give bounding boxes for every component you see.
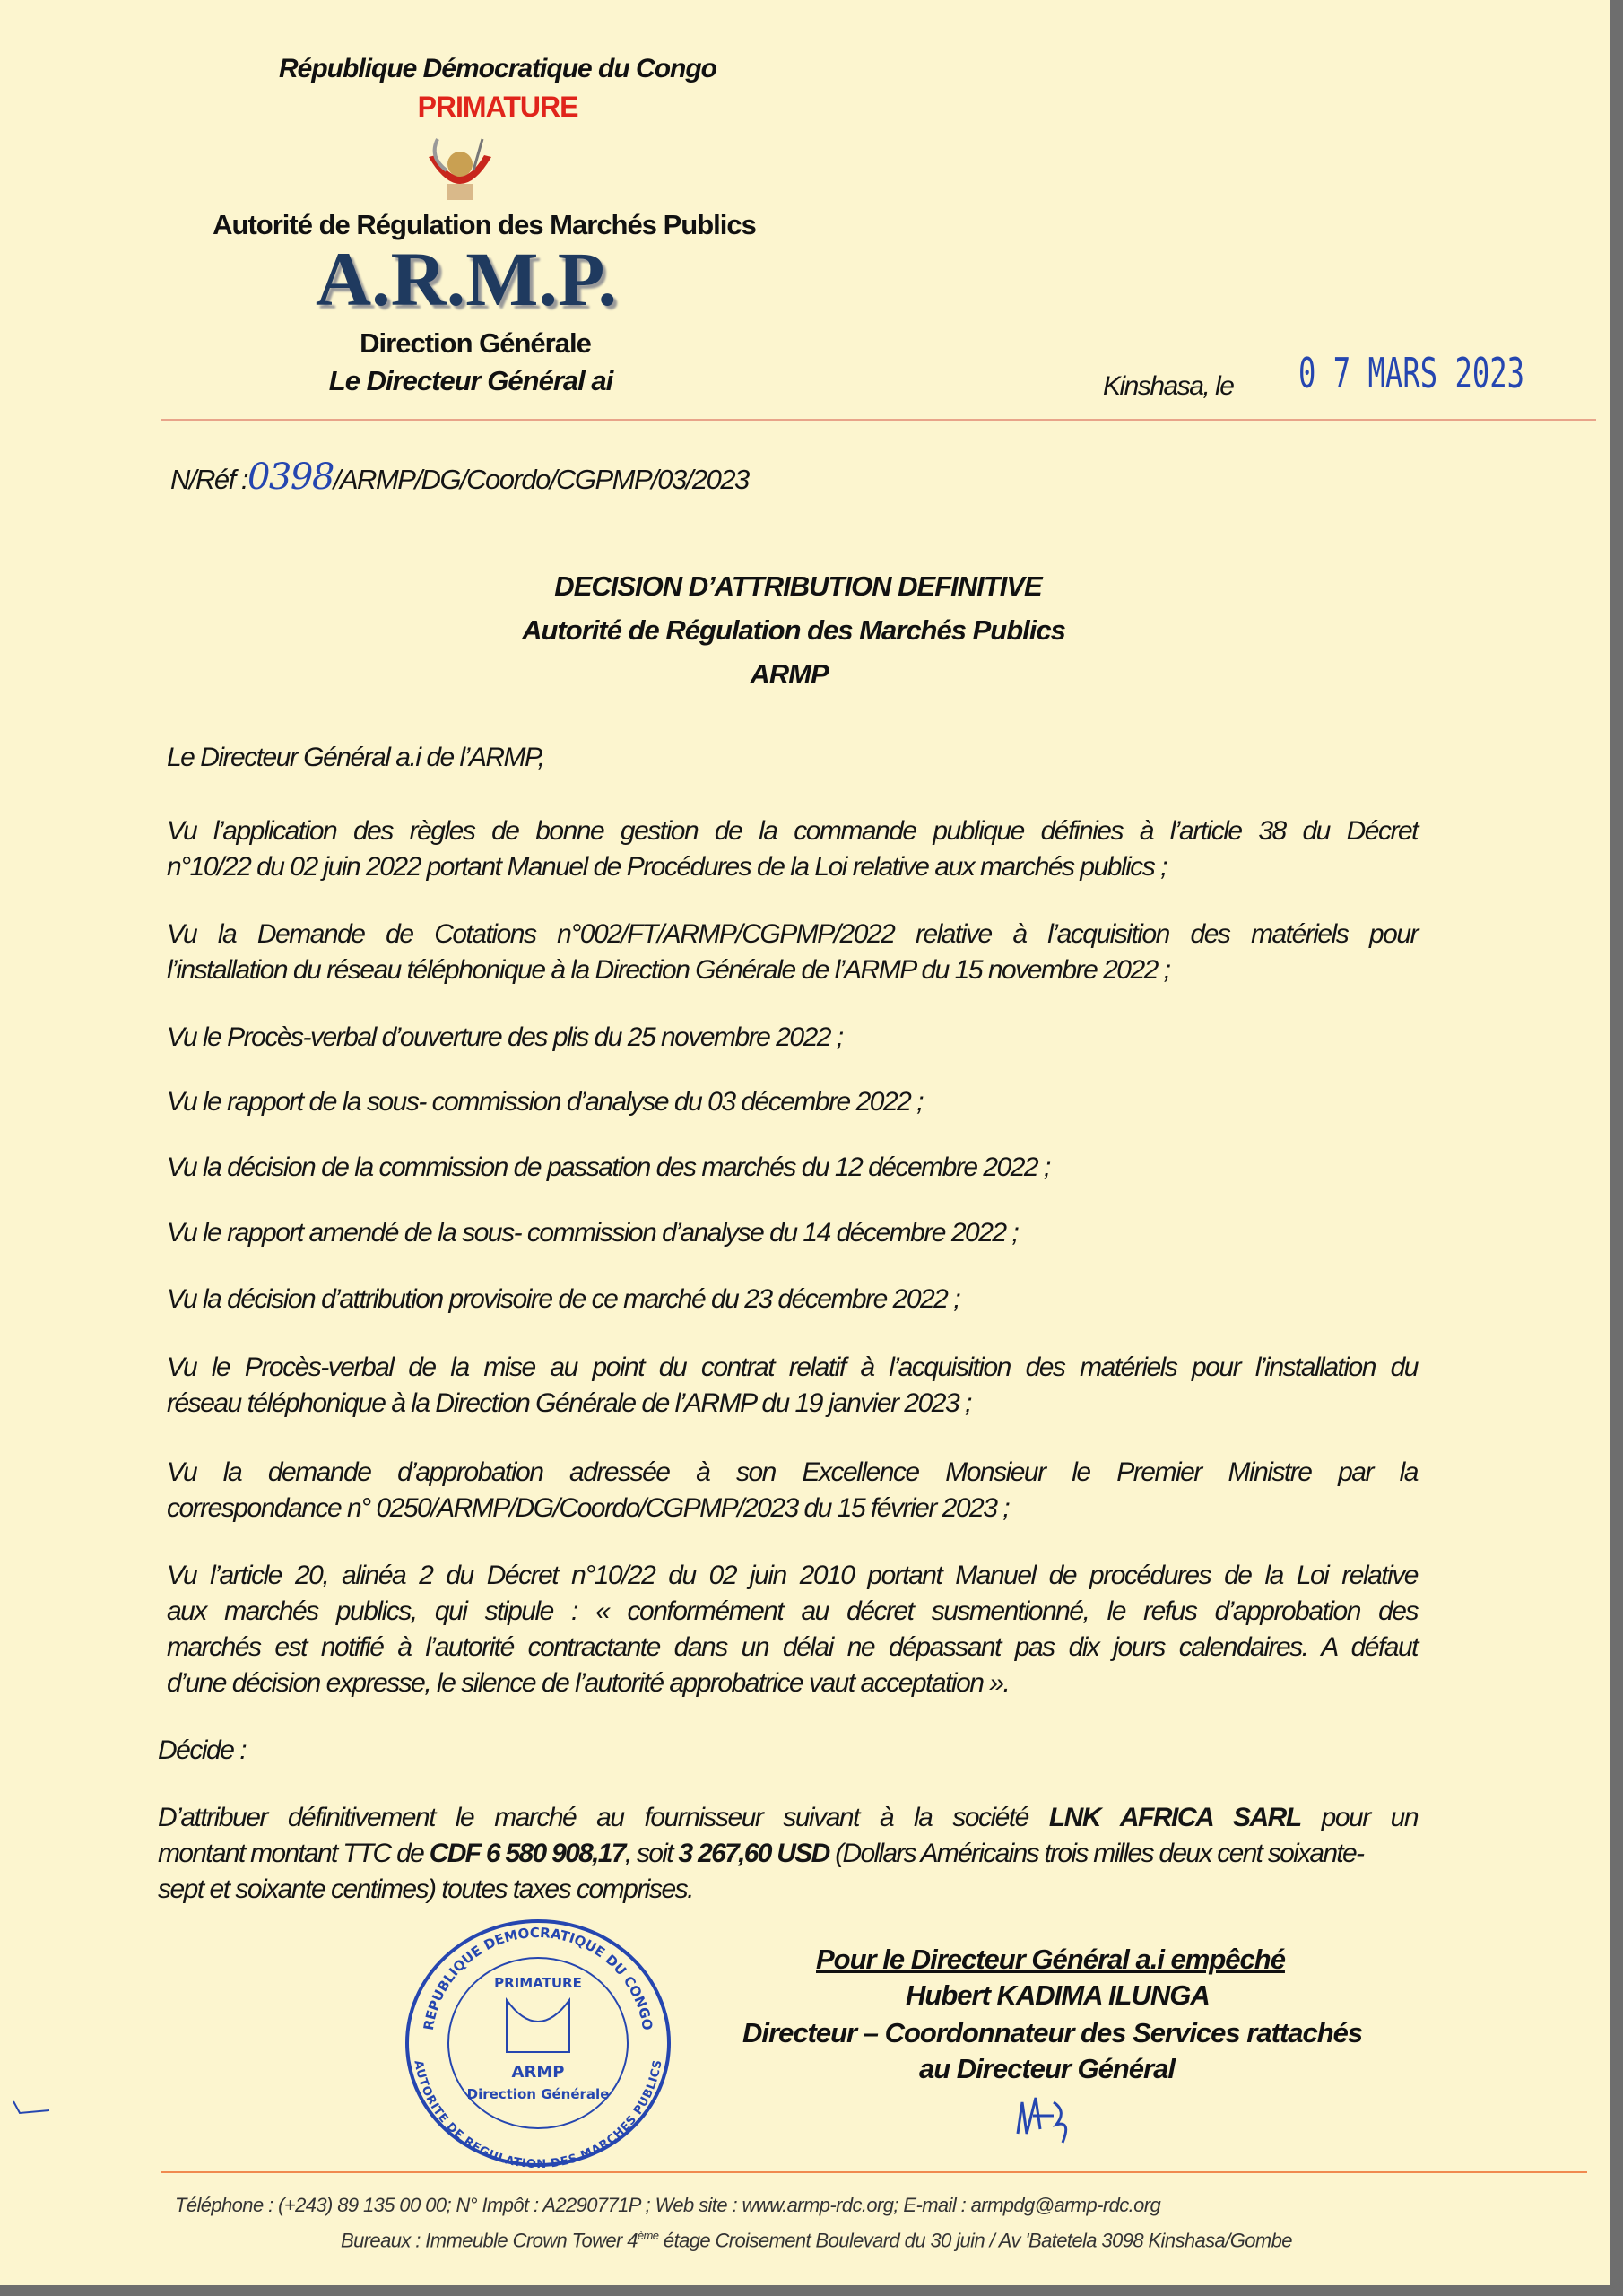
direction-label: Direction Générale [360, 327, 591, 359]
decision-subtitle: Autorité de Régulation des Marchés Publics [522, 614, 1065, 646]
signatory-name: Hubert KADIMA ILUNGA [906, 1979, 1210, 2011]
paragraph-2-line: l’installation du réseau téléphonique à la Direction Générale de l’ARMP du 15 novembre 2022 ; [167, 955, 1170, 985]
decision-text: (Dollars Américains trois milles deux cent soixante- [835, 1839, 1364, 1868]
paragraph-10-line: d’une décision expresse, le silence de l’autorité approbatrice vaut acceptation ». [167, 1668, 1010, 1698]
reference-handwritten-number: 0398 [247, 457, 334, 498]
country-name: République Démocratique du Congo [278, 54, 717, 83]
paragraph-1-line: n°10/22 du 02 juin 2022 portant Manuel de Procédures de la Loi relative aux marchés publics ; [167, 852, 1167, 882]
intro-line: Le Directeur Général a.i de l’ARMP, [167, 743, 544, 772]
paragraph-10-line: marchés est notifié à l’autorité contractante dans un délai ne dépassant pas dix jours calendaires. A défaut [167, 1632, 1418, 1662]
footer-contact: Téléphone : (+243) 89 135 00 00; N° Impôt : A2290771P ; Web site : www.armp-rdc.org; E-mail : armpdg@armp-rdc.org [175, 2194, 1161, 2216]
reference-suffix: /ARMP/DG/Coordo/CGPMP/03/2023 [333, 464, 749, 495]
decision-line [158, 1803, 1418, 1832]
primature-label: PRIMATURE [417, 91, 578, 123]
armp-logo-text: A.R.M.P. [315, 236, 618, 322]
reference-line [170, 457, 749, 497]
amount-cdf: CDF 6 580 908,17 [429, 1839, 625, 1868]
stamp-acronym: ARMP [511, 2063, 565, 2082]
paragraph-10-line: Vu l’article 20, alinéa 2 du Décret n°10/22 du 02 juin 2010 portant Manuel de procédures de la Loi relative [167, 1561, 1418, 1590]
date-stamp: 0 7 MARS 2023 [1298, 349, 1525, 397]
footer-divider [161, 2171, 1587, 2173]
paragraph-5: Vu la décision de la commission de passation des marchés du 12 décembre 2022 ; [167, 1152, 1050, 1182]
decision-line [158, 1839, 1363, 1868]
stamp-emblem-icon [507, 2000, 569, 2052]
handwritten-mark [9, 2097, 54, 2119]
director-label: Le Directeur Général ai [328, 365, 613, 396]
paragraph-4: Vu le rapport de la sous- commission d’analyse du 03 décembre 2022 ; [167, 1087, 923, 1117]
reference-prefix: N/Réf : [170, 464, 247, 495]
decision-text: pour un [1321, 1803, 1419, 1832]
decision-acronym: ARMP [750, 658, 829, 690]
paragraph-3: Vu le Procès-verbal d’ouverture des plis du 25 novembre 2022 ; [167, 1022, 843, 1052]
paragraph-6: Vu le rapport amendé de la sous- commission d’analyse du 14 décembre 2022 ; [167, 1218, 1019, 1248]
decide-label: Décide : [158, 1735, 247, 1765]
stamp-bottom-text: AUTORITE DE REGULATION DES MARCHES PUBLICS [411, 2058, 665, 2169]
decision-text: D’attribuer définitivement le marché au fournisseur suivant à la société [158, 1803, 1028, 1832]
decision-title: DECISION D’ATTRIBUTION DEFINITIVE [554, 570, 1042, 602]
decision-text: montant montant TTC de [158, 1839, 424, 1868]
stamp-inner-text: PRIMATURE [494, 1975, 582, 1991]
paragraph-2-line: Vu la Demande de Cotations n°002/FT/ARMP/CGPMP/2022 relative à l’acquisition des matériels pour [167, 919, 1418, 949]
paragraph-9-line: Vu la demande d’approbation adressée à son Excellence Monsieur le Premier Ministre par la [167, 1457, 1418, 1487]
company-name: LNK AFRICA SARL [1048, 1803, 1301, 1832]
footer-address [341, 2230, 1292, 2252]
paragraph-10-line: aux marchés publics, qui stipule : « conformément au décret susmentionné, le refus d’approbation des [167, 1596, 1418, 1626]
paragraph-9-line: correspondance n° 0250/ARMP/DG/Coordo/CGPMP/2023 du 15 février 2023 ; [167, 1493, 1010, 1523]
stamp-direction: Direction Générale [466, 2086, 610, 2102]
decision-line: sept et soixante centimes) toutes taxes comprises. [158, 1874, 693, 1904]
signatory-role: au Directeur Général [919, 2053, 1175, 2084]
place-label: Kinshasa, le [1103, 371, 1234, 401]
authority-name: Autorité de Régulation des Marchés Publics [213, 209, 756, 240]
handwritten-signature [1013, 2093, 1103, 2147]
signature-for-line: Pour le Directeur Général a.i empêché [816, 1944, 1285, 1975]
footer-superscript: ème [637, 2229, 659, 2242]
paragraph-7: Vu la décision d’attribution provisoire de ce marché du 23 décembre 2022 ; [167, 1284, 960, 1314]
footer-address-text: Bureaux : Immeuble Crown Tower 4 [341, 2229, 638, 2252]
paragraph-1-line: Vu l’application des règles de bonne gestion de la commande publique définies à l’article 38 du Décret [167, 816, 1418, 846]
stamp-outer-text: REPUBLIQUE DEMOCRATIQUE DU CONGO [420, 1924, 656, 2031]
official-stamp [404, 1918, 673, 2169]
amount-usd: 3 267,60 USD [678, 1839, 829, 1868]
decision-text: , soit [624, 1839, 673, 1868]
header-divider [161, 419, 1596, 421]
footer-address-text: étage Croisement Boulevard du 30 juin / Av 'Batetela 3098 Kinshasa/Gombe [658, 2229, 1292, 2252]
paragraph-8-line: réseau téléphonique à la Direction Générale de l’ARMP du 19 janvier 2023 ; [167, 1388, 971, 1418]
paragraph-8-line: Vu le Procès-verbal de la mise au point du contrat relatif à l’acquisition des matériels pour l’installation du [167, 1352, 1418, 1382]
coat-of-arms-icon [420, 130, 500, 206]
signatory-role: Directeur – Coordonnateur des Services rattachés [742, 2017, 1363, 2048]
